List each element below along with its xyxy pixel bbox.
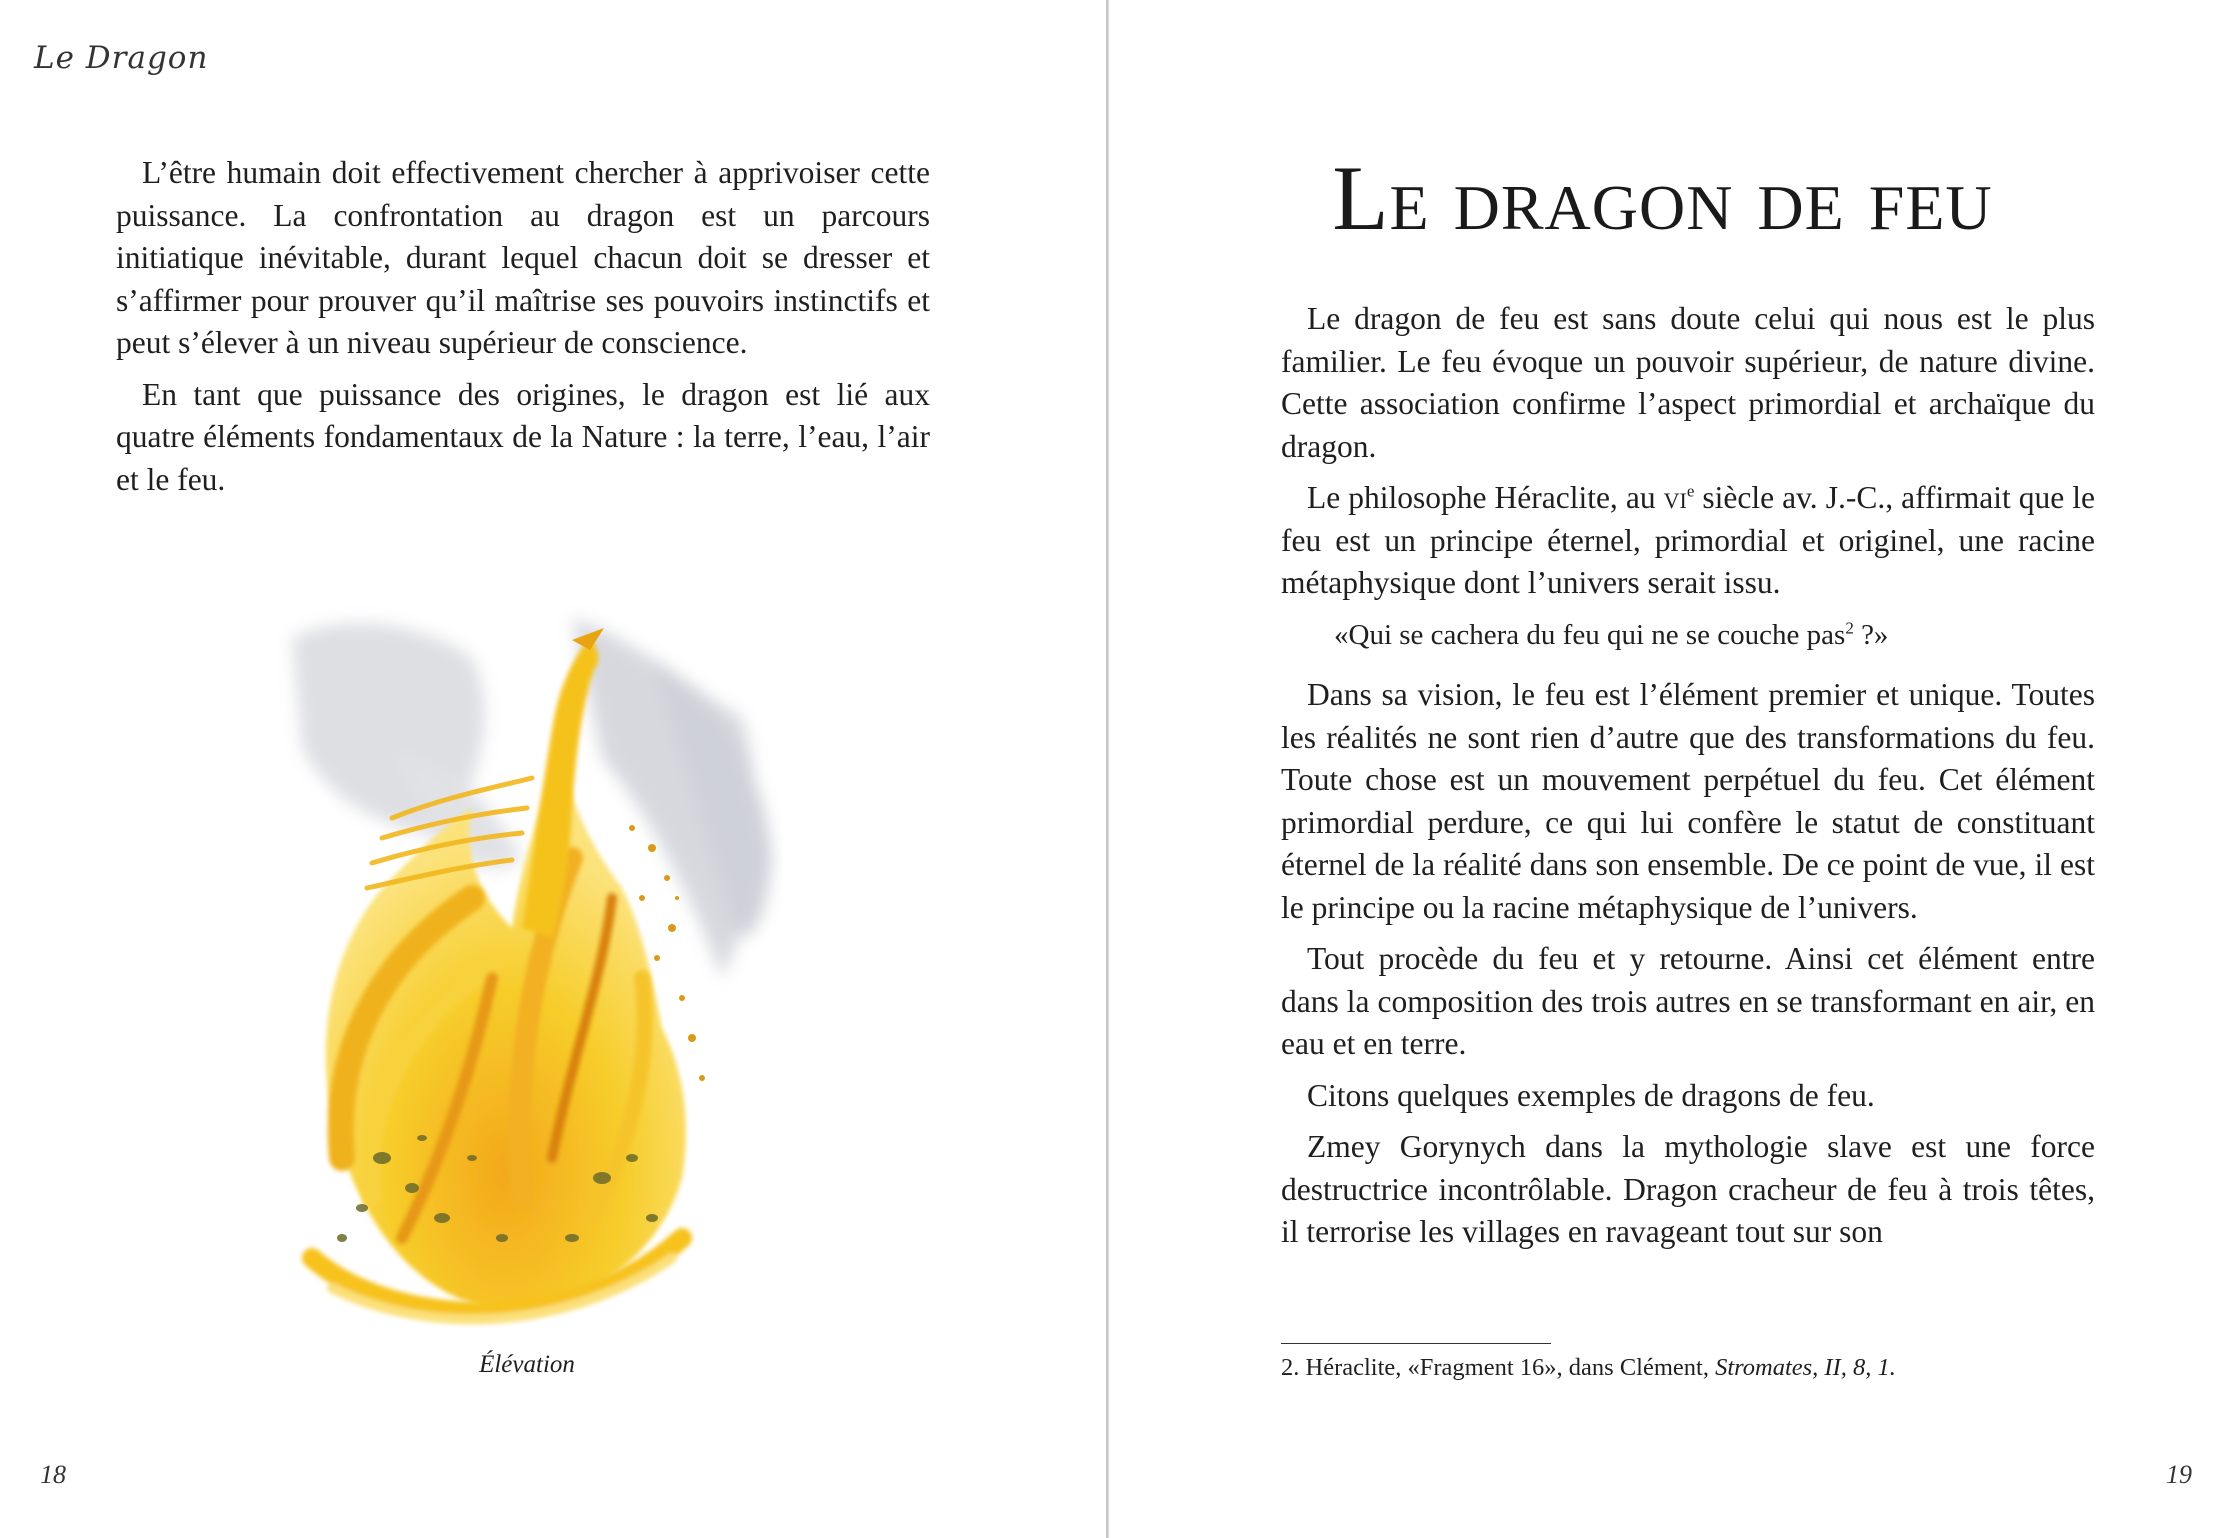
right-page [1109, 0, 2216, 1538]
paragraph: En tant que puissance des origines, le dragon est lié aux quatre éléments fondamentaux de la Nature : la terre, l’eau, l’air et le feu. [116, 376, 930, 497]
running-head: Le Dragon [34, 40, 209, 76]
footnote-reference: 2 [1845, 617, 1854, 637]
page-number-right: 19 [2166, 1460, 2192, 1489]
left-text-block [116, 152, 930, 510]
paragraph: Dans sa vision, le feu est l’élément premier et unique. Toutes les réalités ne sont rien d’autre que des transformations du feu. Toute chose est un mouvement perpétuel du feu. Cet élément primordial perdure, ce qui lui confère le statut de constituant éternel de la réalité dans son ensemble. De ce point de vue, il est le principe ou la racine métaphysique de l’univers. [1281, 677, 2095, 925]
paragraph: Tout procède du feu et y retourne. Ainsi cet élément entre dans la composition des trois autres en se transformant en air, en eau et en terre. [1281, 941, 2095, 1061]
paragraph: L’être humain doit effectivement chercher à apprivoiser cette puissance. La confrontation au dragon est un parcours initiatique inévitable, durant lequel chacun doit se dresser et s’affirmer pour prouver qu’il maîtrise ses pouvoirs instinctifs et peut s’élever à un niveau supérieur de conscience. [116, 155, 930, 360]
chapter-title-text: Le dragon de feu [1332, 147, 1993, 249]
footnote-rule [1281, 1343, 1551, 1344]
footnote-source-title: Stromates, II, 8, 1. [1715, 1354, 1896, 1381]
figure-caption: Élévation [479, 1351, 575, 1378]
century-superscript: e [1686, 481, 1695, 501]
watercolor-dragon-illustration [272, 598, 782, 1338]
page-number-left: 18 [40, 1460, 66, 1489]
footnote: 2. Héraclite, «Fragment 16», dans Clément, Stromates, II, 8, 1. [1281, 1354, 1896, 1381]
century-numeral: vi [1663, 480, 1687, 515]
chapter-title [1109, 148, 2216, 249]
paragraph: Le dragon de feu est sans doute celui qui nous est le plus familier. Le feu évoque un pouvoir supérieur, de nature divine. Cette association confirme l’aspect primordial et archaïque du dragon. [1281, 301, 2095, 464]
paragraph: Citons quelques exemples de dragons de feu. [1307, 1077, 1875, 1113]
block-quote: «Qui se cachera du feu qui ne se couche pas$^2$ ?» [1334, 617, 1889, 651]
right-text-block [1281, 298, 2095, 1263]
paragraph: Zmey Gorynych dans la mythologie slave est une force destructrice incontrôlable. Dragon cracheur de feu à trois têtes, il terrorise les villages en ravageant tout sur son [1281, 1129, 2095, 1249]
left-page [0, 0, 1106, 1538]
paragraph-heraclite: Le philosophe Héraclite, au $vi^e$ siècle av. J.-C., affirmait que le feu est un principe éternel, primordial et originel, une racine métaphysique dont l’univers serait issu. [1281, 480, 2095, 600]
